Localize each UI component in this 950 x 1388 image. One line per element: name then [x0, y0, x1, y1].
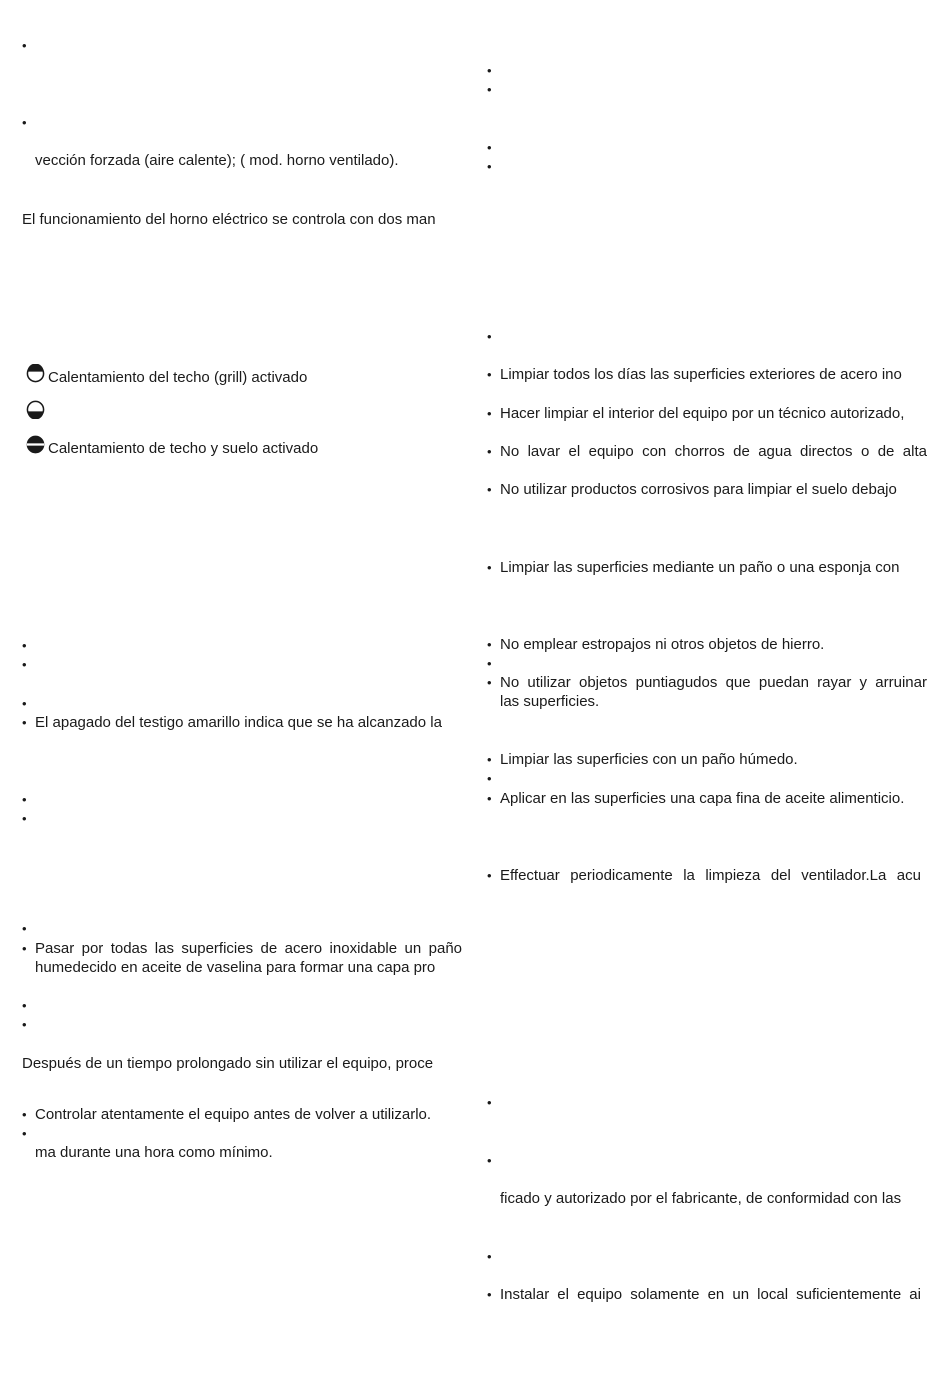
- bullet: •: [22, 792, 27, 807]
- bullet: •: [487, 752, 492, 767]
- bullet: •: [487, 1095, 492, 1110]
- bullet: •: [22, 115, 27, 130]
- top-bottom-heat-icon: [26, 435, 45, 454]
- no-steel-wool-text: No emplear estropajos ni otros objetos de hierro.: [500, 636, 825, 653]
- cloth-sponge-text: Limpiar las superficies mediante un paño o una esponja con: [500, 559, 900, 576]
- bullet: •: [487, 159, 492, 174]
- bullet: •: [22, 657, 27, 672]
- bullet: •: [487, 1249, 492, 1264]
- fan-cleaning-text: Effectuar periodicamente la limpieza del ventilador.La acu: [500, 867, 921, 884]
- vaseline-text-line1: Pasar por todas las superficies de acero inoxidable un paño: [35, 940, 462, 957]
- bullet: •: [487, 406, 492, 421]
- no-corrosive-text: No utilizar productos corrosivos para limpiar el suelo debajo: [500, 481, 897, 498]
- ventilated-room-text: Instalar el equipo solamente en un local suficientemente ai: [500, 1286, 921, 1303]
- no-sharp-objects-line2: las superficies.: [500, 693, 600, 710]
- bullet: •: [22, 38, 27, 53]
- bullet: •: [487, 656, 492, 671]
- clean-exterior-text: Limpiar todos los días las superficies exteriores de acero ino: [500, 366, 902, 383]
- bullet: •: [487, 444, 492, 459]
- prolonged-disuse-paragraph: Después de un tiempo prolongado sin utilizar el equipo, proce: [22, 1055, 434, 1072]
- bottom-heat-icon: [26, 400, 45, 419]
- top-heat-icon: [26, 364, 45, 383]
- convection-text: vección forzada (aire calente); ( mod. horno ventilado).: [35, 152, 399, 169]
- bullet: •: [487, 560, 492, 575]
- bullet: •: [487, 791, 492, 806]
- mode-top-bottom-heat-label: Calentamiento de techo y suelo activado: [48, 440, 319, 457]
- bullet: •: [22, 638, 27, 653]
- bullet: •: [487, 675, 492, 690]
- bullet: •: [22, 811, 27, 826]
- no-water-jets-text: No lavar el equipo con chorros de agua directos o de alta: [500, 443, 927, 460]
- vaseline-text-line2: humedecido en aceite de vaselina para formar una capa pro: [35, 959, 436, 976]
- clean-interior-text: Hacer limpiar el interior del equipo por un técnico autorizado,: [500, 405, 905, 422]
- bullet: •: [487, 771, 492, 786]
- bullet: •: [487, 329, 492, 344]
- oven-control-paragraph: El funcionamiento del horno eléctrico se controla con dos man: [22, 211, 436, 228]
- bullet: •: [22, 941, 27, 956]
- bullet: •: [22, 998, 27, 1013]
- bullet: •: [487, 637, 492, 652]
- one-hour-text: ma durante una hora como mínimo.: [35, 1144, 273, 1161]
- bullet: •: [22, 921, 27, 936]
- mode-top-heat-label: Calentamiento del techo (grill) activado: [48, 369, 308, 386]
- yellow-light-text: El apagado del testigo amarillo indica que se ha alcanzado la: [35, 714, 442, 731]
- no-sharp-objects-line1: No utilizar objetos puntiagudos que puedan rayar y arruinar: [500, 674, 927, 691]
- bullet: •: [487, 140, 492, 155]
- bullet: •: [487, 868, 492, 883]
- bullet: •: [22, 1107, 27, 1122]
- damp-cloth-text: Limpiar las superficies con un paño húmedo.: [500, 751, 798, 768]
- bullet: •: [487, 367, 492, 382]
- bullet: •: [487, 1287, 492, 1302]
- bullet: •: [487, 1153, 492, 1168]
- bullet: •: [22, 696, 27, 711]
- bullet: •: [22, 715, 27, 730]
- check-equipment-text: Controlar atentamente el equipo antes de volver a utilizarlo.: [35, 1106, 432, 1123]
- bullet: •: [487, 63, 492, 78]
- authorized-technician-text: ficado y autorizado por el fabricante, de conformidad con las: [500, 1190, 902, 1207]
- bullet: •: [22, 1126, 27, 1141]
- bullet: •: [487, 82, 492, 97]
- bullet: •: [487, 482, 492, 497]
- oil-layer-text: Aplicar en las superficies una capa fina de aceite alimenticio.: [500, 790, 905, 807]
- bullet: •: [22, 1017, 27, 1032]
